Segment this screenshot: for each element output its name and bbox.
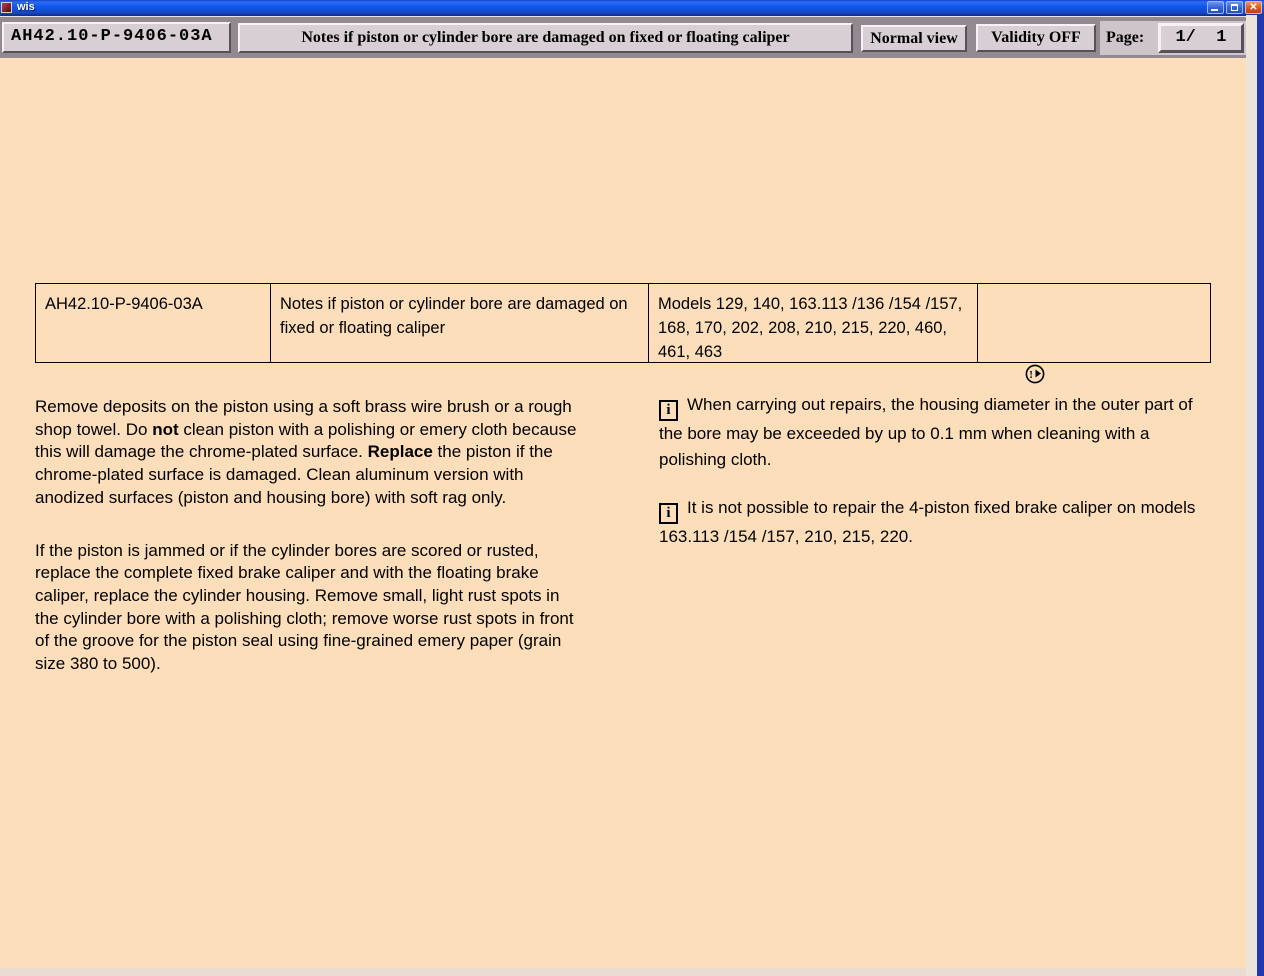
svg-text:!: ! [1028, 369, 1033, 381]
document-title-button[interactable]: Notes if piston or cylinder bore are damaged on fixed or floating caliper [238, 23, 853, 53]
left-text-column [35, 396, 583, 706]
page-label: Page: [1106, 29, 1145, 46]
info-note [659, 392, 1200, 473]
page-panel [1100, 21, 1246, 55]
table-cell-title: Notes if piston or cylinder bore are damaged on fixed or floating caliper [270, 284, 648, 362]
minimize-icon [1211, 9, 1218, 11]
paragraph: Remove deposits on the piston using a soft brass wire brush or a rough shop towel. Do not clean piston with a polishing or emery cloth because this will damage the chrome-plated surface. Replace the piston if the chrome-plated surface is damaged. Clean aluminum version with anodized surfaces (piston and housing bore) with soft rag only. [35, 397, 577, 507]
close-icon: ✕ [1249, 2, 1258, 13]
right-text-column [659, 392, 1200, 572]
titlebar[interactable] [0, 0, 1264, 16]
window-controls [1207, 1, 1262, 14]
normal-view-button[interactable]: Normal view [861, 25, 967, 52]
document-code-field[interactable]: AH42.10-P-9406-03A [2, 22, 231, 53]
window-bottom-edge [0, 968, 1246, 976]
document-content [0, 58, 1246, 976]
window-inner-edge [1246, 15, 1257, 976]
table-cell-code: AH42.10-P-9406-03A [45, 295, 203, 313]
table-cell-validity [977, 284, 1210, 381]
paragraph: If the piston is jammed or if the cylinder bores are scored or rusted, replace the complete fixed brake caliper and with the floating brake caliper, replace the cylinder housing. Remove small, light rust spots in the cylinder bore with a polishing cloth; remove worse rust spots in front of the groove for the piston seal using fine-grained emery paper (grain size 380 to 500). [35, 540, 574, 674]
app-icon[interactable] [1, 2, 12, 13]
info-note [659, 495, 1200, 550]
note-text: When carrying out repairs, the housing diameter in the outer part of the bore may be exceeded by up to 0.1 mm when cleaning with a polishing cloth. [659, 395, 1193, 469]
page-number-field[interactable]: 1/ 1 [1158, 23, 1244, 53]
maximize-button[interactable] [1226, 1, 1243, 14]
close-button[interactable] [1245, 1, 1262, 14]
table-cell-models: Models 129, 140, 163.113 /136 /154 /157, 168, 170, 202, 208, 210, 215, 220, 460, 461, 463 [648, 284, 977, 362]
window-border-right [1257, 15, 1264, 976]
info-icon: i [659, 400, 678, 421]
validity-indicator-icon [1024, 315, 1046, 381]
toolbar [0, 16, 1246, 60]
minimize-button[interactable] [1207, 1, 1224, 14]
document-header-table [35, 283, 1211, 381]
info-icon: i [659, 503, 678, 524]
validity-toggle-button[interactable]: Validity OFF [976, 24, 1096, 52]
note-text: It is not possible to repair the 4-piston fixed brake caliper on models 163.113 /154 /157, 210, 215, 220. [659, 498, 1196, 546]
window-title: wis [17, 1, 35, 13]
maximize-icon [1231, 4, 1238, 11]
